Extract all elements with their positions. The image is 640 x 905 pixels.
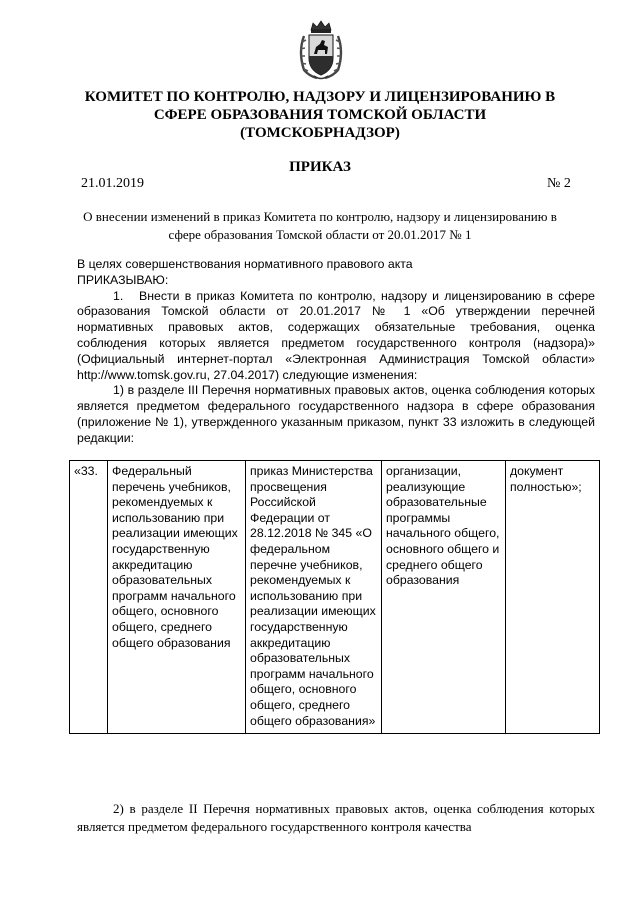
table-cell-scope: документ полностью»; xyxy=(506,461,600,734)
table-cell-legal-act: приказ Министерства просвещения Российской Федерации от 28.12.2018 № 345 «О федеральном перечне учебников, рекомендуемых к использованию при реализации имеющих государственную аккредитацию образовательных программ начального общего, основного общего, среднего общего образования» xyxy=(246,461,382,734)
org-name-line-1: КОМИТЕТ ПО КОНТРОЛЮ, НАДЗОРУ И ЛИЦЕНЗИРОВАНИЮ В xyxy=(84,89,556,105)
order-continuation xyxy=(77,800,595,836)
order-date: 21.01.2019 xyxy=(81,176,144,191)
organization-name xyxy=(40,88,600,142)
subject-line-1: О внесении изменений в приказ Комитета по контролю, надзору и лицензированию в xyxy=(83,209,557,224)
order-subject xyxy=(60,208,580,244)
subject-line-2: сфере образования Томской области от 20.01.2017 № 1 xyxy=(168,227,472,242)
order-subitem-1: 1) в разделе III Перечня нормативных правовых актов, оценка соблюдения которых является предметом федерального государственного надзора в сфере образования (приложение № 1), утвержденного указанным приказом, пункт 33 изложить в следующей редакции: xyxy=(77,383,595,445)
document-type-title: ПРИКАЗ xyxy=(289,159,351,175)
table-cell-requirement: Федеральный перечень учебников, рекомендуемых к использованию при реализации имеющих государственную аккредитацию образовательных программ начального общего, основного общего, среднего общего образования xyxy=(108,461,246,734)
amendment-table xyxy=(69,460,600,734)
preamble-text: В целях совершенствования нормативного правового акта xyxy=(77,257,413,271)
table-cell-subjects: организации, реализующие образовательные программы начального общего, основного общего и среднего общего образования xyxy=(382,461,506,734)
table-row xyxy=(70,461,600,734)
order-word: ПРИКАЗЫВАЮ: xyxy=(77,272,169,287)
order-number: № 2 xyxy=(547,176,571,191)
table-cell-number: «33. xyxy=(70,461,108,734)
order-subitem-2: 2) в разделе II Перечня нормативных правовых актов, оценка соблюдения которых является предметом федерального государственного контроля качества xyxy=(77,801,595,834)
org-name-line-3: (ТОМСКОБРНАДЗОР) xyxy=(240,125,400,141)
tomsk-oblast-coat-of-arms-icon xyxy=(295,20,347,82)
order-body xyxy=(77,257,595,447)
order-item-1: 1. Внести в приказ Комитета по контролю, надзору и лицензированию в сфере образования Томской области от 20.01.2017 № 1 «Об утверждении перечней нормативных правовых актов, содержащих обязательные требования, оценка соблюдения которых является предметом государственного контроля (надзора)» (Официальный интернет-портал «Электронная Администрация Томской области» http://www.tomsk.gov.ru, 27.04.2017) следующие изменения: xyxy=(77,288,595,382)
org-name-line-2: СФЕРЕ ОБРАЗОВАНИЯ ТОМСКОЙ ОБЛАСТИ xyxy=(153,107,487,123)
